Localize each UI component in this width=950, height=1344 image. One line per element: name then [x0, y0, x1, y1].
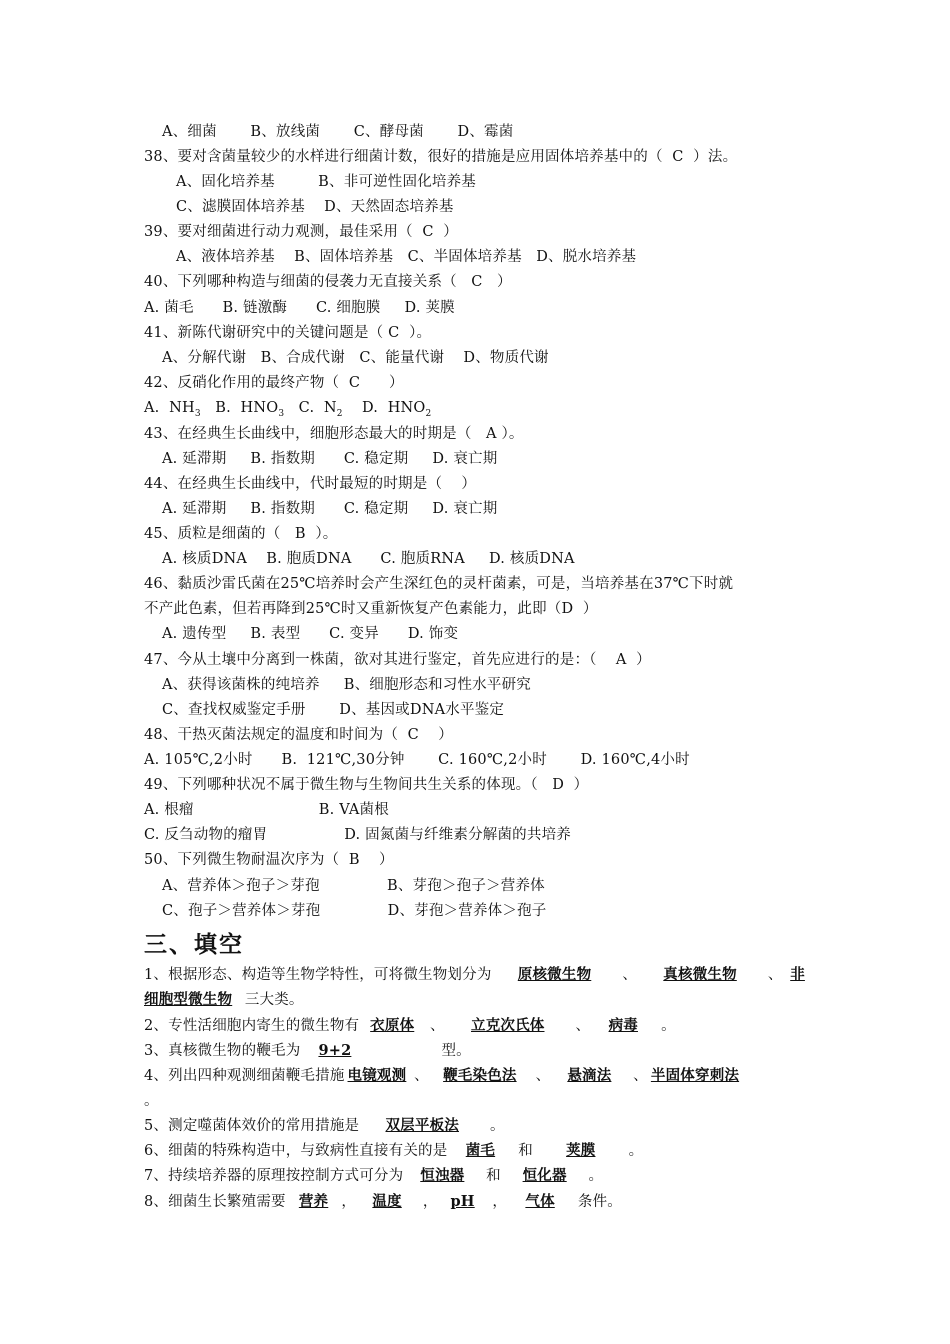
q45-options: A. 核质DNA B. 胞质DNA C. 胞质RNA D. 核质DNA [162, 551, 575, 567]
fill-1-answer-1: 原核微生物 [517, 966, 592, 983]
q47-options-ab: A、获得该菌株的纯培养 B、细胞形态和习性水平研究 [162, 677, 531, 693]
fill-4-answer-2: 鞭毛染色法 [443, 1067, 517, 1084]
fill-7-answer-2: 恒化器 [522, 1167, 567, 1184]
q46-options: A. 遗传型 B. 表型 C. 变异 D. 饰变 [162, 626, 459, 642]
fill-3-text: 3、真核微生物的鞭毛为 [144, 1043, 301, 1059]
q43-options: A. 延滞期 B. 指数期 C. 稳定期 D. 衰亡期 [162, 451, 498, 467]
fill-1-sep: 、 [763, 967, 783, 983]
q37-options: A、细菌 B、放线菌 C、酵母菌 D、霉菌 [162, 124, 514, 140]
fill-2 [144, 1016, 676, 1036]
q50-question: 50、下列微生物耐温次序为（ B ） [144, 852, 394, 868]
fill-4-answer-4: 半固体穿刺法 [650, 1067, 740, 1084]
fill-8 [144, 1192, 622, 1212]
fill-1-text: 1、根据形态、构造等生物学特性，可将微生物划分为 [144, 967, 492, 983]
fill-6-tail: 。 [623, 1143, 644, 1159]
q50-options-cd: C、孢子＞营养体＞芽孢 D、芽孢＞营养体＞孢子 [162, 903, 547, 919]
q46-line1: 46、黏质沙雷氏菌在25℃培养时会产生深红色的灵杆菌素，可是，当培养基在37℃下时就 [144, 576, 734, 592]
fill-7-tail: 。 [583, 1168, 604, 1184]
fill-6-mid: 和 [513, 1143, 538, 1159]
fill-7-text: 7、持续培养器的原理按控制方式可分为 [144, 1168, 404, 1184]
q41-question: 41、新陈代谢研究中的关键问题是（ C ）。 [144, 325, 432, 341]
fill-2-answer-3: 病毒 [608, 1017, 638, 1034]
q44-options: A. 延滞期 B. 指数期 C. 稳定期 D. 衰亡期 [162, 501, 498, 517]
fill-4-answer-3: 悬滴法 [567, 1067, 612, 1084]
fill-8-answer-2: 温度 [372, 1193, 402, 1210]
q42-question: 42、反硝化作用的最终产物（ C ） [144, 375, 404, 391]
q39-question: 39、要对细菌进行动力观测，最佳采用（ C ） [144, 224, 458, 240]
q40-question: 40、下列哪种构造与细菌的侵袭力无直接关系（ C ） [144, 274, 512, 290]
fill-3 [144, 1041, 471, 1061]
q47-question: 47、今从土壤中分离到一株菌，欲对其进行鉴定，首先应进行的是：（ A ） [144, 652, 651, 668]
fill-1-answer-3b: 细胞型微生物 [144, 991, 233, 1008]
q49-question: 49、下列哪种状况不属于微生物与生物间共生关系的体现。（ D ） [144, 777, 589, 793]
fill-1-answer-3a: 非 [790, 966, 805, 983]
q42-option-d-sub: 2 [425, 408, 432, 419]
fill-2-answer-1: 衣原体 [370, 1017, 415, 1034]
fill-2-text: 2、专性活细胞内寄生的微生物有 [144, 1018, 360, 1034]
fill-5 [144, 1116, 505, 1136]
fill-2-sep: 、 [570, 1018, 591, 1034]
q48-options: A. 105℃,2小时 B. 121℃,30分钟 C. 160℃,2小时 D. 160℃,4小时 [144, 752, 690, 768]
fill-4-sep: 、 [409, 1068, 429, 1084]
q42-option-a-sub: 3 [194, 408, 201, 419]
q42-option-b-sub: 3 [278, 408, 285, 419]
fill-3-answer-1: 9+2 [318, 1042, 352, 1059]
fill-5-text: 5、测定噬菌体效价的常用措施是 [144, 1118, 360, 1134]
fill-1-line1 [144, 965, 813, 985]
fill-7-mid: 和 [481, 1168, 506, 1184]
q38-options-ab: A、固化培养基 B、非可逆性固化培养基 [176, 174, 477, 190]
fill-8-answer-1: 营养 [298, 1193, 329, 1210]
fill-6-answer-1: 菌毛 [465, 1142, 496, 1159]
fill-4-sep: 、 [530, 1068, 551, 1084]
fill-5-answer-1: 双层平板法 [385, 1117, 459, 1134]
q39-options: A、液体培养基 B、固体培养基 C、半固体培养基 D、脱水培养基 [176, 249, 637, 265]
section-heading-fill-in: 三、填空 [144, 932, 244, 958]
fill-1-sep: 、 [617, 967, 638, 983]
fill-1-answer-2: 真核微生物 [663, 966, 737, 983]
q43-question: 43、在经典生长曲线中，细胞形态最大的时期是（ A ）。 [144, 426, 524, 442]
fill-8-answer-4: 气体 [525, 1193, 555, 1210]
fill-8-sep: ， [336, 1194, 357, 1210]
fill-5-tail: 。 [485, 1118, 505, 1134]
q38-options-cd: C、滤膜固体培养基 D、天然固态培养基 [176, 199, 454, 215]
q50-options-ab: A、营养体＞孢子＞芽孢 B、芽孢＞孢子＞营养体 [162, 878, 545, 894]
fill-4-text: 4、列出四种观测细菌鞭毛措施 [144, 1068, 345, 1084]
q44-question: 44、在经典生长曲线中，代时最短的时期是（ ） [144, 476, 477, 492]
q47-options-cd: C、查找权威鉴定手册 D、基因或DNA水平鉴定 [162, 702, 505, 718]
fill-7-answer-1: 恒浊器 [420, 1167, 465, 1184]
q49-options-cd: C. 反刍动物的瘤胃 D. 固氮菌与纤维素分解菌的共培养 [144, 827, 571, 843]
fill-6-answer-2: 荚膜 [566, 1142, 596, 1159]
q42-option-c-sub: 2 [336, 408, 343, 419]
fill-4-answer-1: 电镜观测 [347, 1067, 407, 1084]
fill-8-sep: ， [487, 1194, 508, 1210]
q42-option-c: C. N [284, 400, 337, 416]
fill-2-answer-2: 立克次氏体 [471, 1017, 545, 1034]
fill-2-sep: 、 [425, 1018, 445, 1034]
fill-4-sep: 、 [628, 1068, 648, 1084]
fill-4-line2: 。 [144, 1093, 159, 1109]
q38-question: 38、要对含菌量较少的水样进行细菌计数，很好的措施是应用固体培养基中的（ C ）法。 [144, 149, 738, 165]
q42-options [144, 398, 431, 424]
fill-1-line2 [144, 990, 304, 1010]
q42-option-d: D. HNO [342, 400, 426, 416]
fill-2-tail: 。 [656, 1018, 676, 1034]
fill-8-tail: 条件。 [573, 1194, 623, 1210]
fill-6-text: 6、细菌的特殊构造中，与致病性直接有关的是 [144, 1143, 448, 1159]
q40-options: A. 菌毛 B. 链激酶 C. 细胞膜 D. 荚膜 [144, 300, 455, 316]
q42-option-a: A. NH [144, 400, 195, 416]
fill-7 [144, 1166, 603, 1186]
fill-1-tail: 三大类。 [235, 992, 304, 1008]
q42-option-b: B. HNO [200, 400, 279, 416]
q45-question: 45、质粒是细菌的（ B ）。 [144, 526, 338, 542]
q41-options: A、分解代谢 B、合成代谢 C、能量代谢 D、物质代谢 [162, 350, 549, 366]
q49-options-ab: A. 根瘤 B. VA菌根 [144, 802, 389, 818]
fill-8-answer-3: pH [450, 1193, 475, 1210]
fill-6 [144, 1141, 643, 1161]
fill-3-tail: 型。 [441, 1043, 471, 1059]
fill-4-line1 [144, 1066, 742, 1086]
fill-8-sep: ， [418, 1194, 438, 1210]
q46-line2: 不产此色素，但若再降到25℃时又重新恢复产色素能力，此即（D ） [144, 601, 598, 617]
q48-question: 48、干热灭菌法规定的温度和时间为（ C ） [144, 727, 453, 743]
fill-8-text: 8、细菌生长繁殖需要 [144, 1194, 291, 1210]
